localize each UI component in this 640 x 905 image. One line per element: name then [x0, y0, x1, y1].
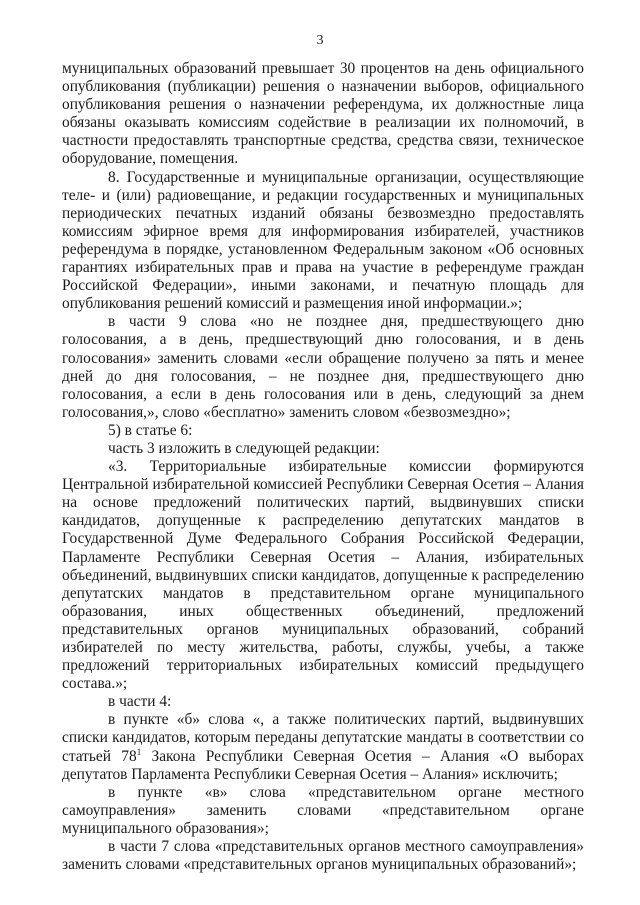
page-number: 3 — [316, 33, 324, 48]
paragraph: 8. Государственные и муниципальные организации, осуществляющие теле- и (или) радиовещание, и редакции государственных и муниципальных периодических печатных изданий обязаны безвозмездно предоставлять комиссиям эфирное время для информирования избирателей, участников референдума в порядке, установленном Федеральным законом «Об основных гарантиях избирательных прав и права на участие в референдуме граждан Российской Федерации», иными законами, и печатную площадь для опубликования решений комиссий и размещения иной информации.»; — [62, 168, 584, 313]
paragraph — [62, 711, 584, 783]
paragraph: в части 9 слова «но не позднее дня, предшествующего дню голосования, а в день, предшествующий дню голосования, и в день голосования» заменить словами «если обращение получено за пять и менее дней до дня голосования, – не позднее дня, предшествующего дню голосования, а если в день голосования или в день, следующий за днем голосования,», слово «бесплатно» заменить словом «безвозмездно»; — [62, 313, 584, 421]
paragraph: часть 3 изложить в следующей редакции: — [108, 439, 380, 457]
paragraph: муниципальных образований превышает 30 процентов на день официального опубликования (публикации) решения о назначении выборов, официального опубликования решения о назначении референдума, их должностные лица обязаны оказывать комиссиям содействие в реализации их полномочий, в частности предоставлять транспортные средства, средства связи, техническое оборудование, помещения. — [62, 60, 584, 168]
paragraph: 5) в статье 6: — [108, 421, 193, 439]
paragraph: в пункте «в» слова «представительном органе местного самоуправления» заменить словами «представительном органе муниципального образования»; — [62, 783, 584, 837]
paragraph-text: Закона Республики Северная Осетия – Алания «О выборах депутатов Парламента Республики Северная Осетия – Алания» исключить; — [62, 747, 584, 783]
document-body — [62, 60, 584, 874]
paragraph: «3. Территориальные избирательные комиссии формируются Центральной избирательной комиссией Республики Северная Осетия – Алания на основе предложений политических партий, выдвинувших списки кандидатов, допущенные к распределению депутатских мандатов в Государственной Думе Федерального Собрания Российской Федерации, Парламенте Республики Северная Осетия – Алания, избирательных объединений, выдвинувших списки кандидатов, допущенные к распределению депутатских мандатов в представительном органе муниципального образования, иных общественных объединений, предложений представительных органов муниципальных образований, собраний избирателей по месту жительства, работы, службы, учебы, а также предложений территориальных избирательных комиссий предыдущего состава.»; — [62, 458, 584, 693]
paragraph-text: в пункте «б» слова «, а также политических партий, выдвинувших списки кандидатов, которым переданы депутатские мандаты в соответствии со статьей 78 — [62, 711, 584, 765]
superscript: 1 — [136, 746, 142, 757]
paragraph: в части 4: — [108, 693, 172, 711]
paragraph: в части 7 слова «представительных органов местного самоуправления» заменить словами «представительных органов муниципальных образований»; — [62, 838, 584, 874]
